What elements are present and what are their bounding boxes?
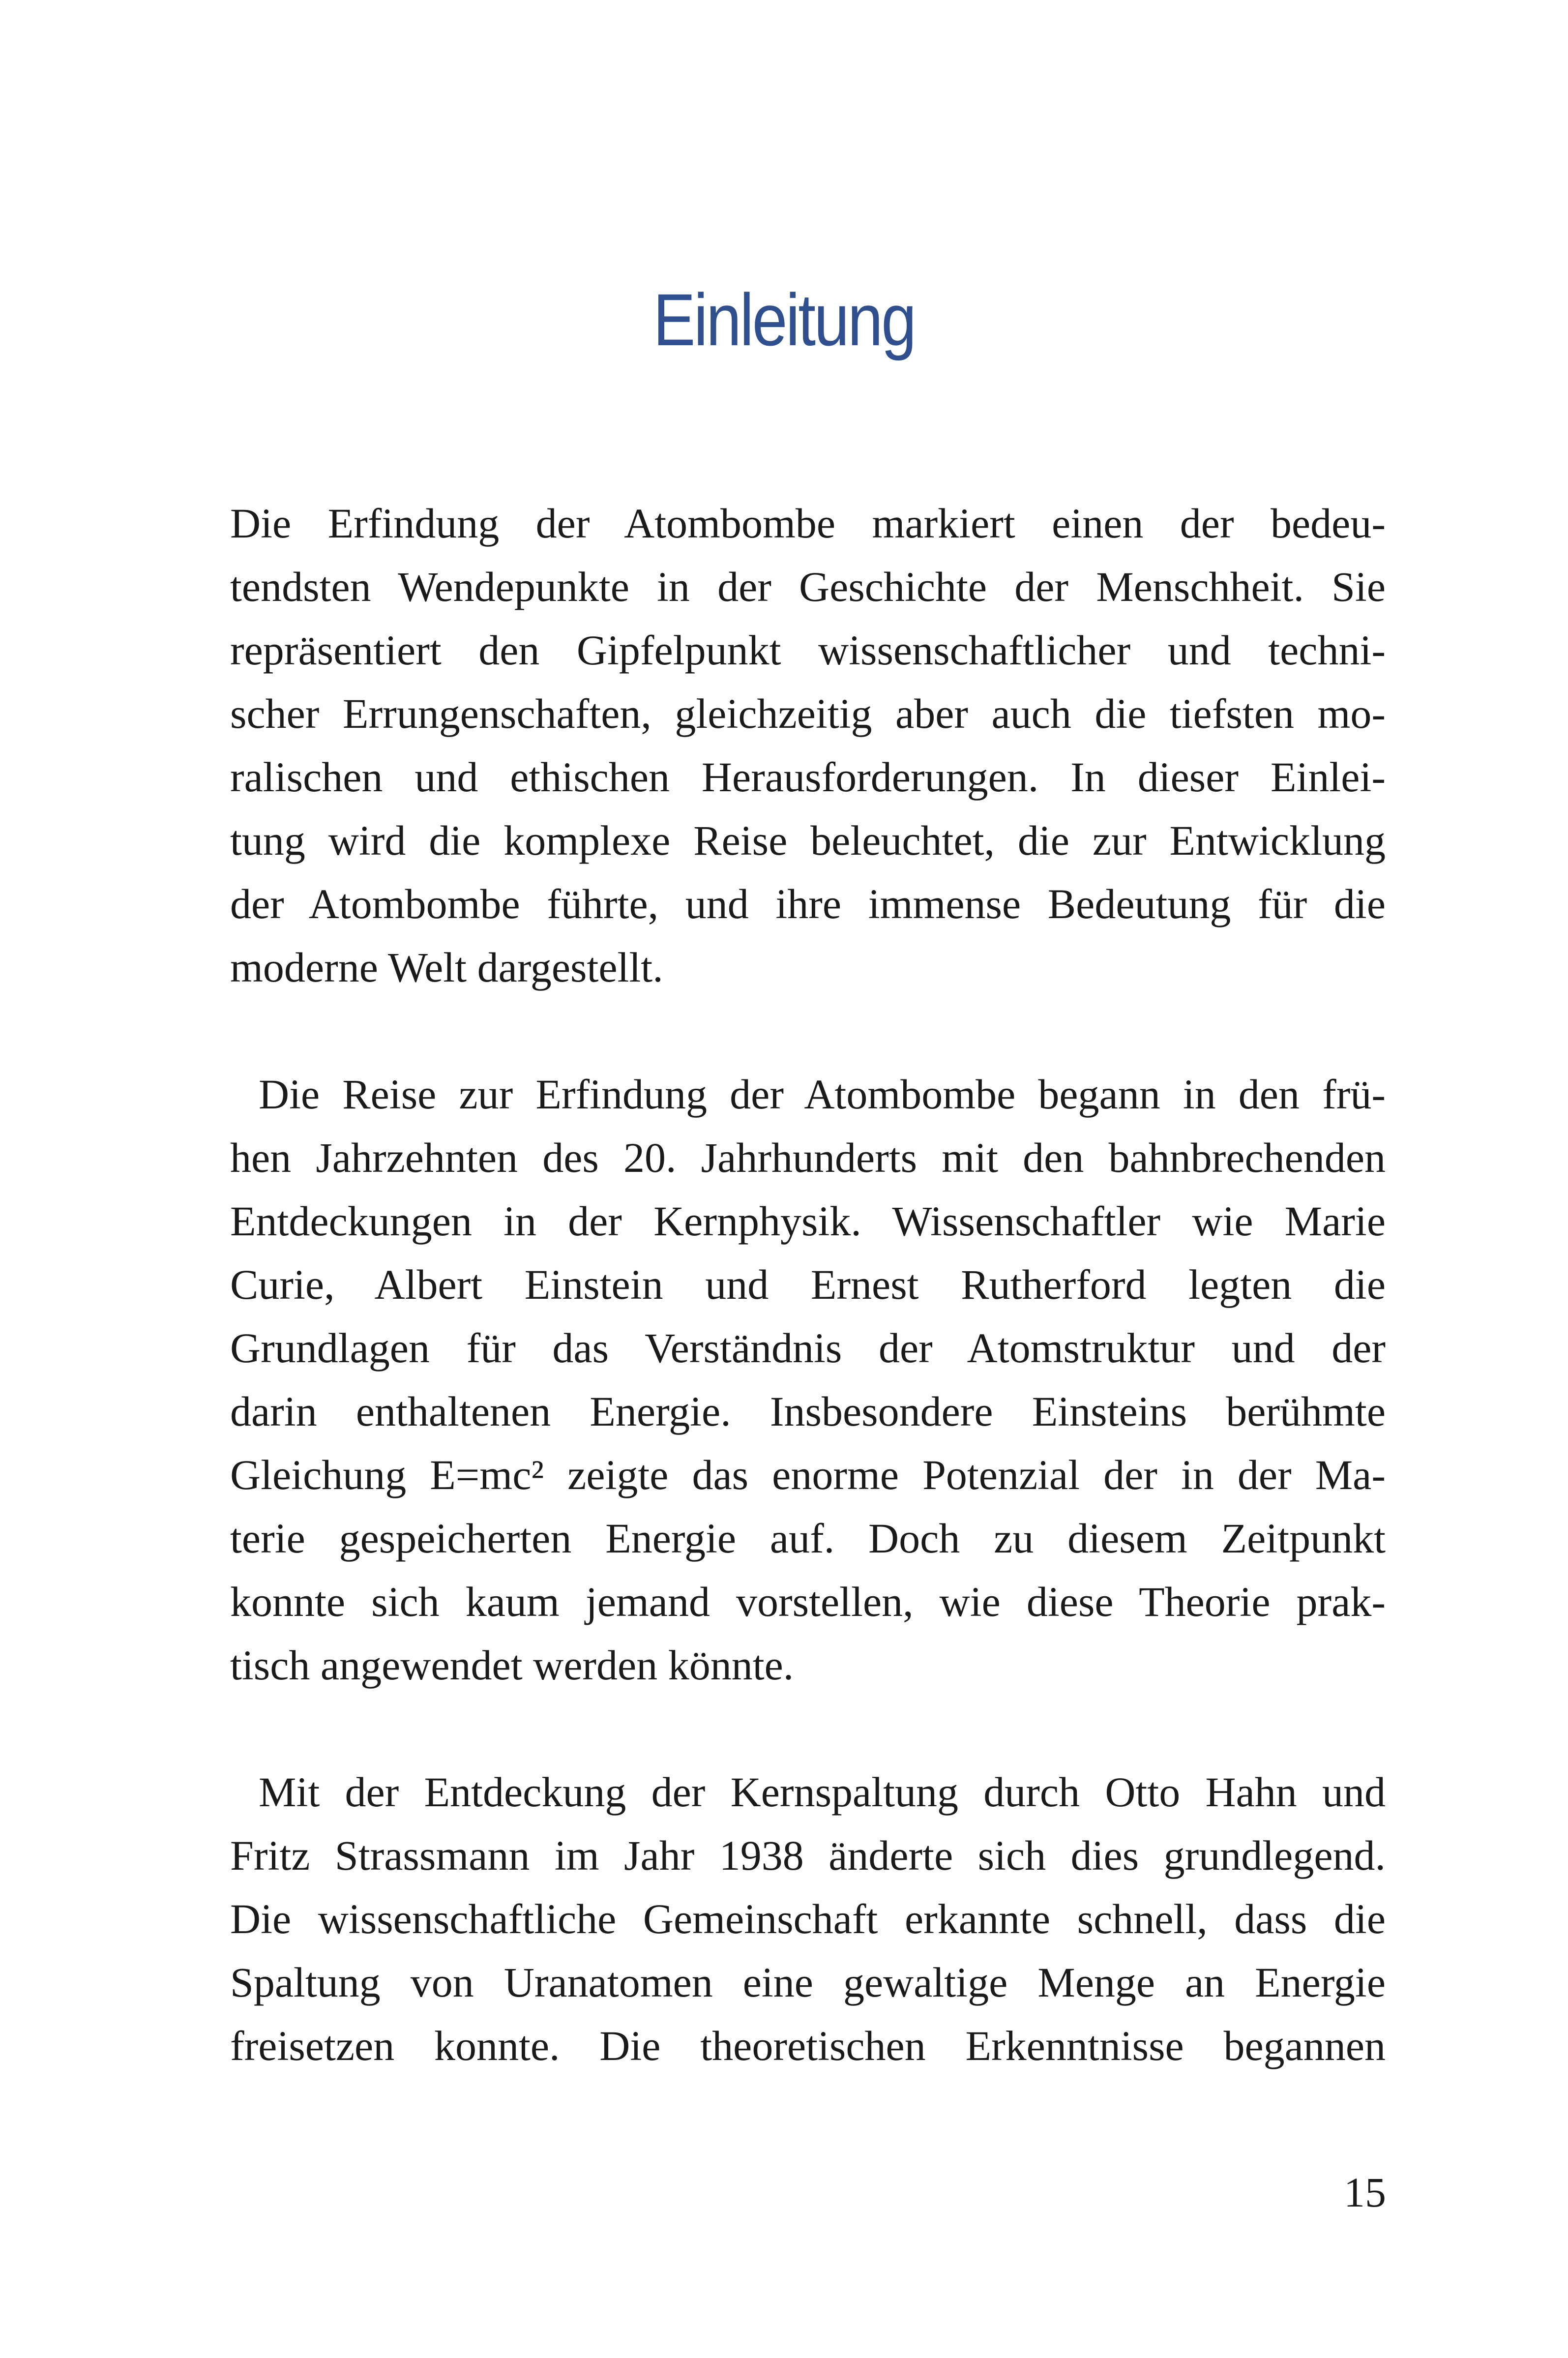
text-line: ralischen und ethischen Herausforderungen. In dieser Einlei- (230, 753, 1386, 801)
text-line: terie gespeicherten Energie auf. Doch zu diesem Zeitpunkt (230, 1515, 1386, 1562)
text-line: tung wird die komplexe Reise beleuchtet, die zur Entwicklung (230, 817, 1386, 864)
body-text (230, 492, 1386, 2078)
text-line: moderne Welt dargestellt. (230, 944, 663, 991)
paragraph-3 (230, 1761, 1386, 2078)
text-line: Grundlagen für das Verständnis der Atomstruktur und der (230, 1324, 1386, 1372)
text-line: konnte sich kaum jemand vorstellen, wie diese Theorie prak- (230, 1578, 1386, 1625)
text-line: darin enthaltenen Energie. Insbesondere Einsteins berühmte (230, 1388, 1386, 1435)
text-line: tisch angewendet werden könnte. (230, 1642, 794, 1689)
text-line: scher Errungenschaften, gleichzeitig aber auch die tiefsten mo- (230, 690, 1386, 737)
text-line: Die wissenschaftliche Gemeinschaft erkannte schnell, dass die (230, 1895, 1386, 1942)
text-line: repräsentiert den Gipfelpunkt wissenschaftlicher und techni- (230, 627, 1386, 674)
chapter-title: Einleitung (653, 278, 915, 361)
text-line: Entdeckungen in der Kernphysik. Wissenschaftler wie Marie (230, 1197, 1386, 1245)
text-line: tendsten Wendepunkte in der Geschichte der Menschheit. Sie (230, 563, 1386, 610)
text-line: Mit der Entdeckung der Kernspaltung durch Otto Hahn und (259, 1768, 1386, 1816)
paragraph-2 (230, 1063, 1386, 1697)
text-line: freisetzen konnte. Die theoretischen Erkenntnisse begannen (230, 2022, 1386, 2069)
text-line: Spaltung von Uranatomen eine gewaltige Menge an Energie (230, 1959, 1386, 2006)
text-line: der Atombombe führte, und ihre immense Bedeutung für die (230, 880, 1386, 927)
text-line: hen Jahrzehnten des 20. Jahrhunderts mit den bahnbrechenden (230, 1134, 1386, 1181)
text-line: Curie, Albert Einstein und Ernest Rutherford legten die (230, 1261, 1386, 1308)
text-line: Die Erfindung der Atombombe markiert einen der bedeu- (230, 500, 1386, 547)
page-number: 15 (1344, 2169, 1386, 2216)
text-line: Gleichung E=mc² zeigte das enorme Potenzial der in der Ma- (230, 1451, 1386, 1498)
text-line: Die Reise zur Erfindung der Atombombe begann in den frü- (259, 1071, 1386, 1118)
text-line: Fritz Strassmann im Jahr 1938 änderte sich dies grundlegend. (230, 1832, 1386, 1879)
paragraph-1 (230, 492, 1386, 999)
